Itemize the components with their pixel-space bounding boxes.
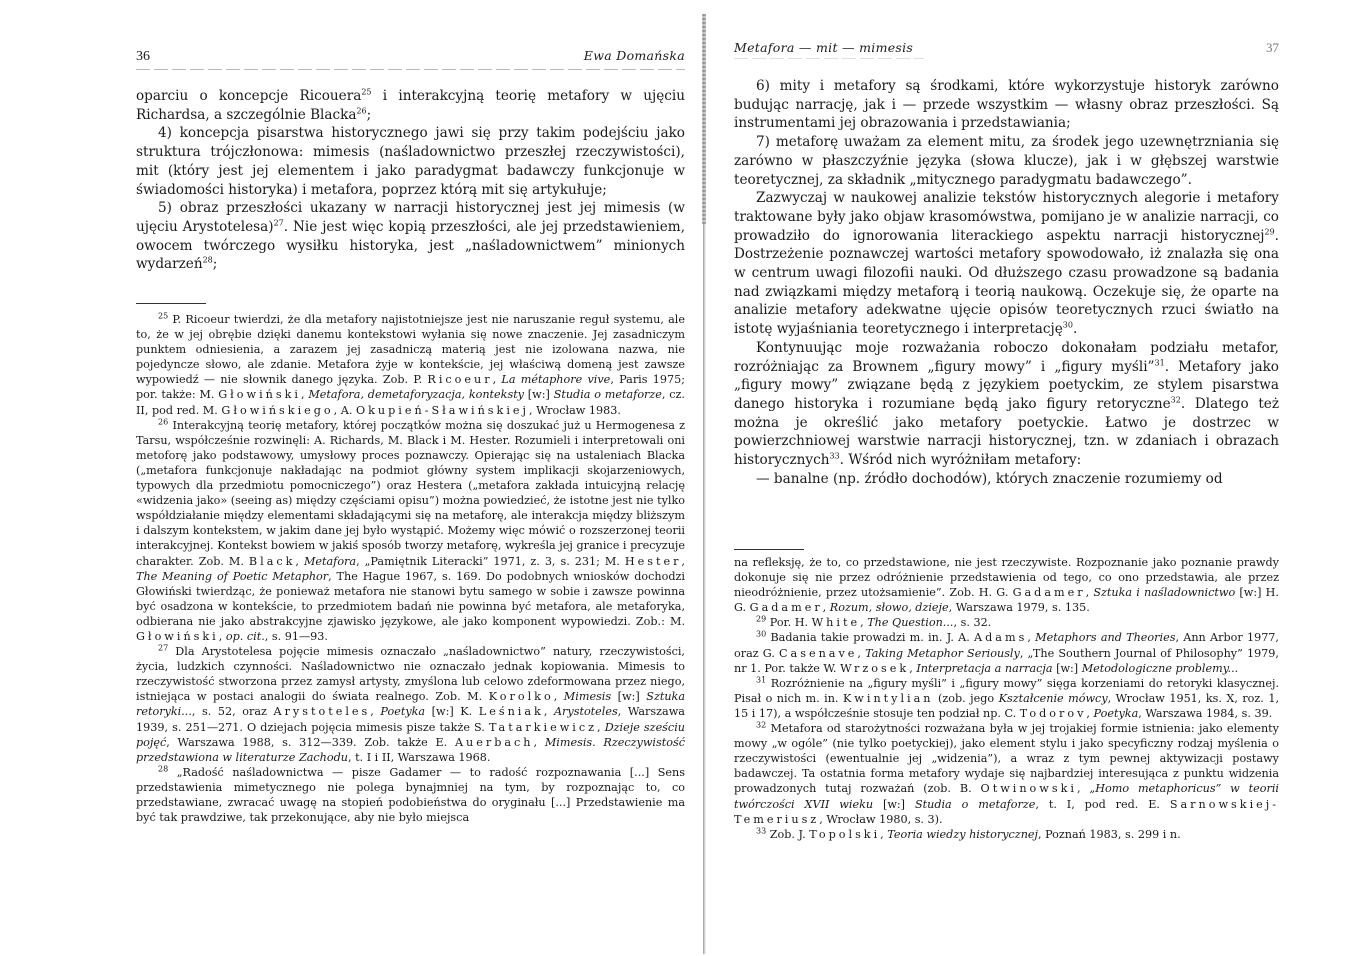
footnote-ref[interactable]: 27 [273, 218, 284, 228]
footnote-27: $^{27}$ Dla Arystotelesa pojęcie mimesis oznaczało „naśladownictwo” natury, rzeczywistości, życia, ludzkich czynności. Naśladownictwo nie oznaczało jednak kopiowania. Mimesis to rzeczywistość stworzona przez zamysł artysty, zmyślona lub celowo zdeformowana przez niego, istniejąca w postaci analogii do świata realnego. Zob. M. Korolko, Mimesis [w:] Sztuka retoryki..., s. 52, oraz Arystoteles, Poetyka [w:] K. Leśniak, Arystoteles, Warszawa 1939, s. 251—271. O dziejach pojęcia mimesis pisze także S. Tatarkiewicz, Dzieje sześciu pojęć, Warszawa 1988, s. 312—339. Zob. także E. Auerbach, Mimesis. Rzeczywistość przedstawiona w literaturze Zachodu, t. I i II, Warszawa 1968. [136, 643, 685, 764]
footnote-33: $^{33}$ Zob. J. Topolski, Teoria wiedzy historycznej, Poznań 1983, s. 299 i n. [756, 825, 1181, 841]
paragraph: 4) koncepcja pisarstwa historycznego jawi się przy takim podejściu jako struktura trójczłonowa: mimesis (naśladownictwo przeszłej rzeczywistości), mit (który jest jej elementem i jako paradygmat badawczy funkcjonuje w świadomości historyka) i metafora, poprzez którą mit się artykułuje; [136, 125, 685, 198]
header-rule [136, 69, 685, 70]
paragraph: oparciu o koncepcje Ricouera$^{25}$ i interakcyjną teorię metafory w ujęciu Richardsa, a szczególnie Blacka$^{26}$; [136, 87, 686, 123]
footnotes [136, 312, 685, 825]
footnote-ref[interactable]: 25 [361, 87, 372, 97]
paragraph: Zazwyczaj w naukowej analizie tekstów historycznych alegorie i metafory traktowane były jako objaw krasomówstwa, pomijano je w analizie narracji, co prowadziło do ignorowania literackiego aspektu narracji historycznej$^{29}$. Dostrzeżenie poznawczej wartości metafory spowodowało, iż znalazła się ona w centrum uwagi filozofii nauki. Od dłuższego czasu prowadzone są badania nad związkami między metaforą i teorią naukową. Oczekuje się, że oparte na analizie metafory adekwatne ujęcie opisów teoretycznych rzuci światło na istotę wyjaśniania teoretycznego i interpretację$^{30}$. [734, 190, 1279, 338]
footnote-28-continued: na refleksję, że to, co przedstawione, nie jest rzeczywiste. Rozpoznanie jako poznanie prawdy dokonuje się nie przez odróżnienie przedstawienia od tego, co ono przedstawia, ale przez nieodróżnienie, przez utożsamienie”. Zob. H. G. Gadamer, Sztuka i naśladownictwo [w:] H. G. Gadamer, Rozum, słowo, dzieje, Warszawa 1979, s. 135. [734, 556, 1279, 615]
book-spine-shadow [702, 14, 706, 224]
footnote-30: $^{30}$ Badania takie prowadzi m. in. J. A. Adams, Metaphors and Theories, Ann Arbor 1977, oraz G. Casenave, Taking Metaphor Seriously, „The Southern Journal of Philosophy” 1979, nr 1. Por. także W. Wrzosek, Interpretacja a narracja [w:] Metodologiczne problemy... [734, 629, 1279, 675]
footnote-ref[interactable]: 29 [1264, 227, 1275, 237]
page-37 [734, 0, 1279, 956]
footnote-ref[interactable]: 30 [1062, 320, 1073, 330]
page-number: 36 [136, 49, 150, 64]
footnotes [734, 555, 1279, 842]
paragraph: Kontynuując moje rozważania roboczo dokonałam podziału metafor, rozróżniając za Brownem „figury mowy” i „figury myśli”$^{31}$. Metafory jako „figury mowy” związane będą z językiem poetyckim, ze stylem pisarstwa danego historyka i rozumiane będą jako figury retoryczne$^{32}$. Dlatego też można je określić jako metafory poetyckie. Łatwo je dostrzec w powierzchniowej warstwie narracji historycznej, tzn. w zdaniach i obrazach historycznych$^{33}$. Wśród nich wyróżniłam metafory: [734, 339, 1279, 469]
body-text [734, 77, 1279, 488]
page-number: 37 [1266, 40, 1279, 55]
paragraph: — banalne (np. źródło dochodów), których znaczenie rozumiemy od [756, 470, 1223, 487]
footnote-29: $^{29}$ Por. H. White, The Question..., s. 32. [756, 614, 992, 630]
footnote-ref[interactable]: 32 [1170, 395, 1181, 405]
footnote-ref[interactable]: 26 [356, 106, 367, 116]
paragraph: 7) metaforę uważam za element mitu, za środek jego uzewnętrzniania się zarówno w płaszczyźnie języka (słowa klucze), jak i w głębszej warstwie teoretycznej, za składnik „mitycznego paradygmatu badawczego”. [734, 134, 1279, 188]
paragraph: 5) obraz przeszłości ukazany w narracji historycznej jest jej mimesis (w ujęciu Arystotelesa)$^{27}$. Nie jest więc kopią przeszłości, ale jej przedstawieniem, owocem twórczego wysiłku historyka, jest „naśladownictwem” minionych wydarzeń$^{28}$; [136, 200, 686, 273]
footnote-25: $^{25}$ P. Ricoeur twierdzi, że dla metafory najistotniejsze jest nie naruszanie reguł systemu, ale to, że w jej obrębie dzięki danemu kontekstowi wyłania się nowe znaczenie. Jej zasadniczym punktem odniesienia, a zarazem jej zasadniczą materią jest nie izolowana nazwa, nie pojedyncze słowo, ale zdanie. Metafora żyje w kontekście, jej właściwą domeną jest zawsze wypowiedź — nie słownik danego języka. Zob. P. Ricoeur, La métaphore vive, Paris 1975; por. także: M. Głowiński, Metafora, demetaforyzacja, konteksty [w:] Studia o metaforze, cz. II, pod red. M. Głowińskiego, A. Okupień-Sławińskiej, Wrocław 1983. [136, 311, 685, 417]
footnote-separator [136, 303, 206, 304]
footnote-ref[interactable]: 31 [1154, 358, 1165, 368]
body-text [136, 87, 685, 274]
running-head-author: Ewa Domańska [583, 48, 685, 63]
running-head [136, 48, 685, 68]
footnote-32: $^{32}$ Metafora od starożytności rozważana była w jej trojakiej formie istnienia: jako elementy mowy „w ogóle” (nie tylko poetyckiej), jako element stylu i jako specyficzny rodzaj myślenia o rzeczywistości (ewentualnie jej „widzenia”), a wraz z tym pewnej aktywizacji postawy badawczej. Ta ostatnia forma metafory wydaje się najbardziej interesująca z punktu widzenia prowadzonych tutaj rozważań (zob. B. Otwinowski, „Homo metaphoricus” w teorii twórczości XVII wieku [w:] Studia o metaforze, t. I, pod red. E. Sarnowskiej-Temeriusz, Wrocław 1980, s. 3). [734, 720, 1280, 826]
running-head [734, 40, 1279, 60]
footnote-31: $^{31}$ Rozróżnienie na „figury myśli” i „figury mowy” sięga korzeniami do retoryki klasycznej. Pisał o nich m. in. Kwintylian (zob. jego Kształcenie mówcy, Wrocław 1951, ks. X, roz. 1, 15 i 17), a współcześnie stosuje ten podział np. C. Todorov, Poetyka, Warszawa 1984, s. 39. [734, 675, 1280, 720]
paragraph: 6) mity i metafory są środkami, które wykorzystuje historyk zarówno budując narrację, jak i — przede wszystkim — własny obraz przeszłości. Są instrumentami jej obrazowania i przedstawiania; [734, 78, 1279, 132]
footnote-26: $^{26}$ Interakcyjną teorię metafory, której początków można się doszukać już u Hermogenesa z Tarsu, współcześnie rozwinęli: A. Richards, M. Black i M. Hester. Rozumieli i interpretowali oni metoforę jako podstawowy, umysłowy proces poznawczy. Opierając się na ustaleniach Blacka („metafora funkcjonuje nakładając na podmiot główny system implikacji skojarzeniowych, typowych dla przedmiotu pomocniczego”) oraz Hestera („metafora zakłada intuicyjną relację «widzenia jako» (seeing as) między częściami opisu”) można powiedzieć, że istotne jest nie tylko współdziałanie między elementami składającymi się na metaforę, ale interakcja między bliższym i dalszym kontekstem, w jakim dane jej było wystąpić. Możemy więc mówić o rozszerzonej teorii interakcyjnej. Kontekst bowiem w jakiś sposób tworzy metaforę, wykreśla jej granice i precyzuje charakter. Zob. M. Black, Metafora, „Pamiętnik Literacki” 1971, z. 3, s. 231; M. Hester, The Meaning of Poetic Metaphor, The Hague 1967, s. 169. Do podobnych wniosków dochodzi Głowiński twierdząc, że ponieważ metafora nie stanowi bytu samego w sobie i zawsze powinna być osadzona w kontekście, to przedmiotem badań nie powinna być metafora, ale metaforyka, odbierana nie jako abstrakcyjne zjawisko językowe, ale jako komponent wypowiedzi. Zob.: M. Głowiński, op. cit., s. 91—93. [136, 416, 686, 643]
header-rule [734, 58, 924, 59]
footnote-28: $^{28}$ „Radość naśladownictwa — pisze Gadamer — to radość rozpoznawania [...] Sens przedstawienia mimetycznego nie polega bynajmniej na tym, by rozpoznając to, co przedstawiane, zwracać uwagę na stopień podobieństwa do oryginału [...] Przedstawienie ma być tak prawdziwe, tak przekonujące, aby nie było miejsca [136, 764, 685, 825]
running-head-title: Metafora — mit — mimesis [734, 40, 914, 55]
footnote-ref[interactable]: 28 [202, 255, 213, 265]
page-36 [136, 0, 685, 956]
footnote-ref[interactable]: 33 [829, 451, 840, 461]
footnote-separator [734, 549, 804, 550]
